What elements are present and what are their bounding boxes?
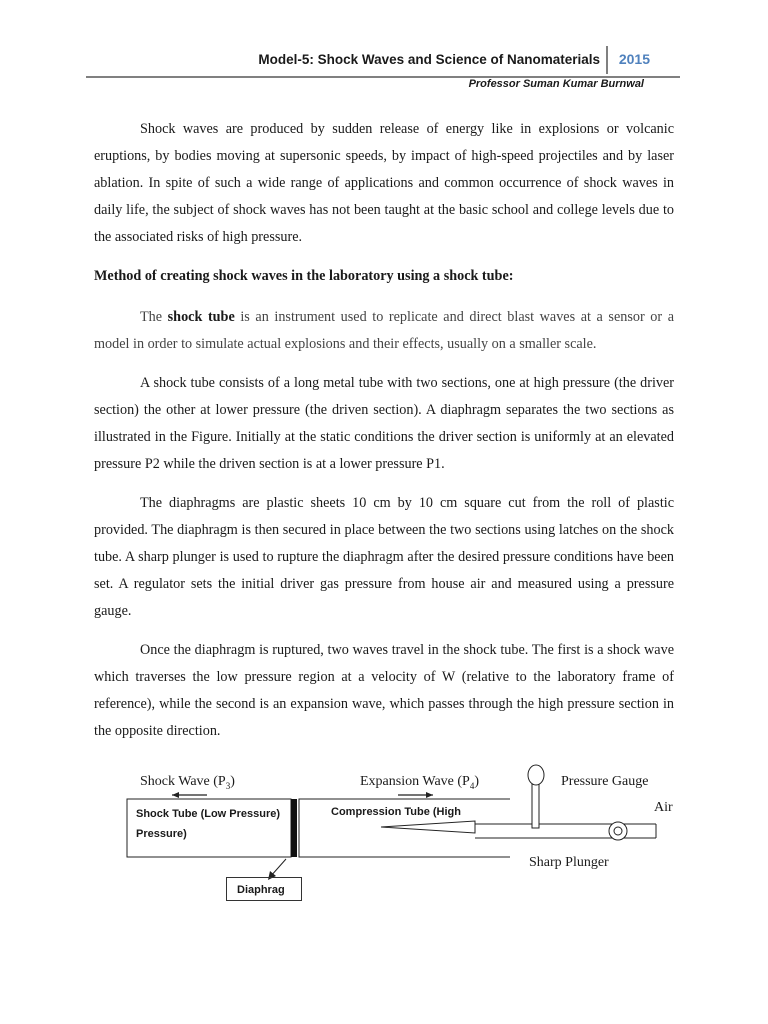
bold-term: shock tube [167,309,235,325]
shock-wave-arrowhead [172,792,179,798]
paragraph-intro: Shock waves are produced by sudden release of energy like in explosions or volcanic eruptions, by bodies moving at supersonic speeds, by impact of high-speed projectiles and by laser ablation. In spite of such a wide range of applications and common occurrence of shock waves in daily life, the subject of shock waves has not been taught at the basic school and college levels due to the associated risks of high pressure. [94,121,674,245]
header-title: Model-5: Shock Waves and Science of Nanomaterials [258,52,600,67]
paragraph-shock-tube-definition [94,304,674,358]
paragraph-waves: Once the diaphragm is ruptured, two waves travel in the shock tube. The first is a shock wave which traverses the low pressure region at a velocity of W (relative to the laboratory frame of reference), while the second is an expansion wave, which passes through the high pressure section in the opposite direction. [94,642,674,739]
sharp-plunger-label: Sharp Plunger [529,855,609,870]
label-text: Shock Wave (P [140,774,226,789]
header-separator [606,46,608,74]
diaphragm-pointer [270,859,286,877]
diaphragm-label: Diaphrag [226,877,302,901]
compression-tube-label: Compression Tube (High [331,806,461,818]
label-paren: ) [230,774,235,789]
header-year: 2015 [618,51,650,67]
document-body [94,116,674,757]
valve-inner-icon [614,827,622,835]
page-header [86,46,680,78]
expansion-wave-label [360,774,479,791]
pressure-gauge-icon [528,765,544,785]
label-sub: 3 [225,780,231,791]
paragraph-diaphragms: The diaphragms are plastic sheets 10 cm by 10 cm square cut from the roll of plastic provided. The diaphragm is then secured in place between the two sections using latches on the shock tube. A sharp plunger is used to rupture the diaphragm after the desired pressure conditions have been set. A regulator sets the initial driver gas pressure from house air and measured using a pressure gauge. [94,495,674,619]
compression-arrow [381,821,475,833]
air-label: Air [654,800,673,815]
gauge-stem [532,784,539,828]
section-heading: Method of creating shock waves in the laboratory using a shock tube: [94,268,514,284]
shock-tube-label [136,804,296,844]
text-span: is an instrument used to replicate and direct blast waves at a sensor or a model in order to simulate actual explosions and their effects, usually on a smaller scale. [94,309,674,352]
paragraph-shock-tube-sections: A shock tube consists of a long metal tube with two sections, one at high pressure (the driver section) the other at lower pressure (the driven section). A diaphragm separates the two sections as illustrated in the Figure. Initially at the static conditions the driver section is uniformly at an elevated pressure P2 while the driven section is at a lower pressure P1. [94,375,674,472]
text-span: The [140,309,168,325]
label-text: Expansion Wave (P [360,774,470,789]
shock-tube-line-1: Shock Tube (Low Pressure) [136,808,281,820]
pressure-gauge-label: Pressure Gauge [561,774,649,789]
expansion-wave-arrowhead [426,792,433,798]
shock-tube-line-2: Pressure) [136,828,187,840]
shock-wave-label [140,774,235,791]
label-paren: ) [474,774,479,789]
label-sub: 4 [469,780,475,791]
valve-icon [609,822,627,840]
author-name: Professor Suman Kumar Burnwal [468,78,644,90]
